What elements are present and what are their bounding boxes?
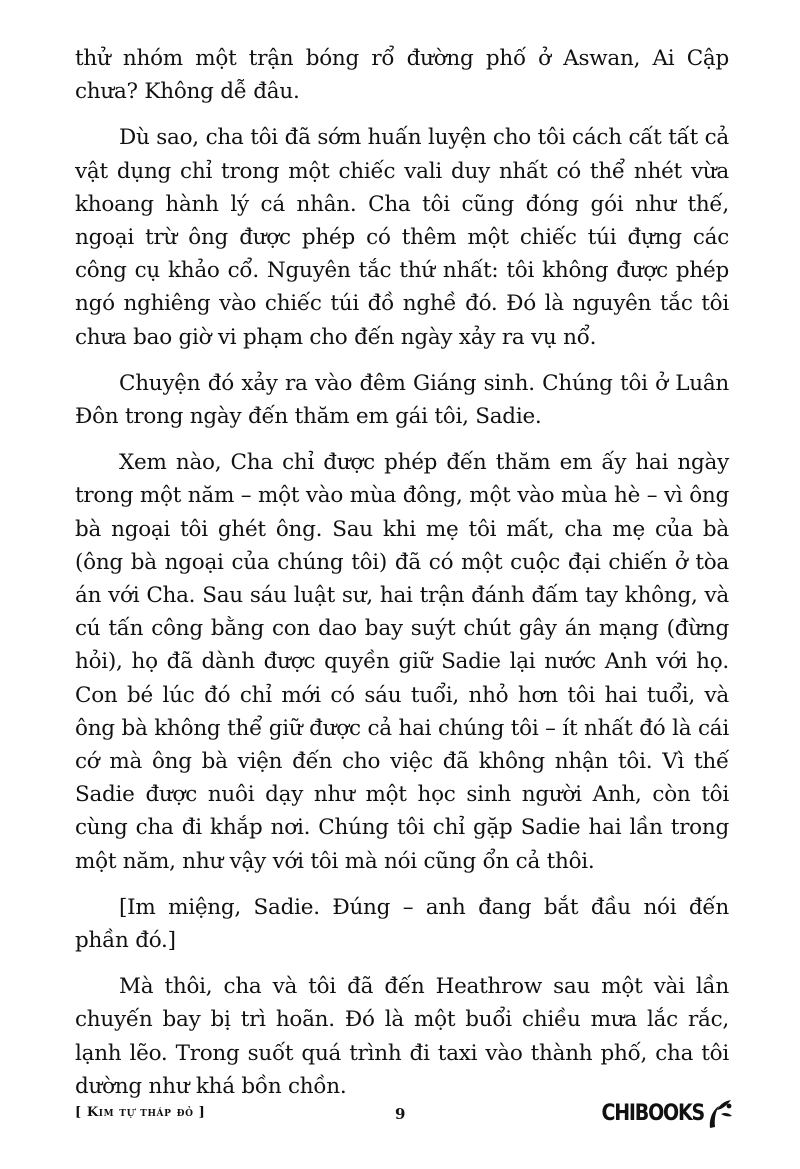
paragraph-3: Chuyện đó xảy ra vào đêm Giáng sinh. Chúng tôi ở Luân Đôn trong ngày đến thăm em gái tôi, Sadie. (75, 370, 729, 430)
running-title: [ Kim tự tháp đỏ ] (75, 1105, 206, 1120)
paragraph-6: Mà thôi, cha và tôi đã đến Heathrow sau một vài lần chuyến bay bị trì hoãn. Đó là một buổi chiều mưa lắc rắc, lạnh lẽo. Trong suốt quá trình đi taxi vào thành phố, cha tôi dường như khá bồn chồn. (75, 974, 729, 1099)
page-number: 9 (395, 1105, 406, 1123)
publisher-logo (601, 1096, 735, 1130)
bird-logo-icon (705, 1096, 735, 1130)
page-footer (75, 1102, 735, 1142)
paragraph-4: Xem nào, Cha chỉ được phép đến thăm em ấy hai ngày trong một năm – một vào mùa đông, một vào mùa hè – vì ông bà ngoại tôi ghét ông. Sau khi mẹ tôi mất, cha mẹ của bà (ông bà ngoại của chúng tôi) đã có một cuộc đại chiến ở tòa án với Cha. Sau sáu luật sư, hai trận đánh đấm tay không, và cú tấn công bằng con dao bay suýt chút gây án mạng (đừng hỏi), họ đã dành được quyền giữ Sadie lại nước Anh với họ. Con bé lúc đó chỉ mới có sáu tuổi, nhỏ hơn tôi hai tuổi, và ông bà không thể giữ được cả hai chúng tôi – ít nhất đó là cái cớ mà ông bà viện đến cho việc đã không nhận tôi. Vì thế Sadie được nuôi dạy như một học sinh người Anh, còn tôi cùng cha đi khắp nơi. Chúng tôi chỉ gặp Sadie hai lần trong một năm, như vậy với tôi mà nói cũng ổn cả thôi. (75, 450, 729, 874)
paragraph-1: thử nhóm một trận bóng rổ đường phố ở Aswan, Ai Cập chưa? Không dễ đâu. (75, 46, 729, 105)
paragraph-2: Dù sao, cha tôi đã sớm huấn luyện cho tôi cách cất tất cả vật dụng chỉ trong một chiếc vali duy nhất có thể nhét vừa khoang hành lý cá nhân. Cha tôi cũng đóng gói như thế, ngoại trừ ông được phép có thêm một chiếc túi đựng các công cụ khảo cổ. Nguyên tắc thứ nhất: tôi không được phép ngó nghiêng vào chiếc túi đồ nghề đó. Đó là nguyên tắc tôi chưa bao giờ vi phạm cho đến ngày xảy ra vụ nổ. (75, 125, 729, 350)
paragraph-5: [Im miệng, Sadie. Đúng – anh đang bắt đầu nói đến phần đó.] (75, 894, 729, 954)
publisher-name: CHIBOOKS (601, 1100, 704, 1126)
page-body (75, 42, 729, 1116)
